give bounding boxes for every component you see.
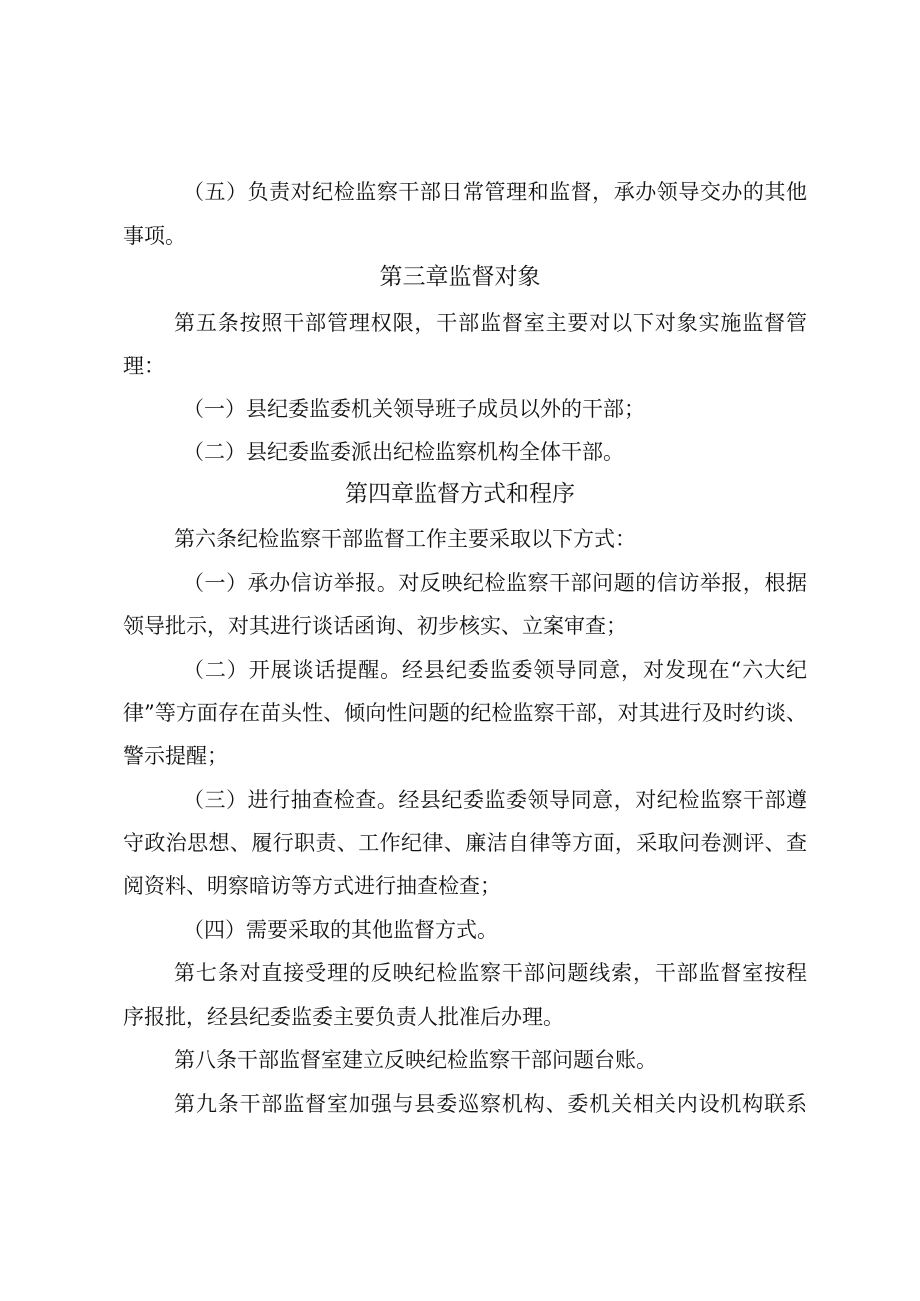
chapter-heading: 第四章监督方式和程序 — [345, 481, 575, 507]
paragraph-line: 第八条干部监督室建立反映纪检监察干部问题台账。 — [174, 1048, 657, 1072]
paragraph-line: 阅资料、明察暗访等方式进行抽查检查； — [123, 874, 501, 898]
paragraph-line: 事项。 — [123, 224, 186, 248]
paragraph-line: 守政治思想、履行职责、工作纪律、廉洁自律等方面，采取问卷测评、查 — [123, 831, 807, 855]
paragraph-line: （二）县纪委监委派出纪检监察机构全体干部。 — [183, 440, 624, 464]
paragraph-line: （五）负责对纪检监察干部日常管理和监督，承办领导交办的其他 — [183, 180, 807, 204]
paragraph-line: 第七条对直接受理的反映纪检监察干部问题线索，干部监督室按程 — [174, 961, 807, 985]
paragraph-line: （三）进行抽查检查。经县纪委监委领导同意，对纪检监察干部遵 — [183, 788, 807, 812]
paragraph-line: 警示提醒； — [123, 744, 228, 768]
paragraph-line: （一）承办信访举报。对反映纪检监察干部问题的信访举报，根据 — [183, 571, 807, 595]
paragraph-line: （二）开展谈话提醒。经县纪委监委领导同意，对发现在“六大纪 — [183, 658, 807, 682]
paragraph-line: 第六条纪检监察干部监督工作主要采取以下方式： — [174, 527, 636, 551]
paragraph-line: 律”等方面存在苗头性、倾向性问题的纪检监察干部，对其进行及时约谈、 — [123, 701, 807, 725]
paragraph-line: 领导批示，对其进行谈话函询、初步核实、立案审查； — [123, 614, 627, 638]
paragraph-line: （一）县纪委监委机关领导班子成员以外的干部； — [183, 397, 645, 421]
paragraph-line: 第五条按照干部管理权限，干部监督室主要对以下对象实施监督管 — [174, 311, 807, 335]
chapter-heading: 第三章监督对象 — [379, 264, 541, 290]
paragraph-line: （四）需要采取的其他监督方式。 — [183, 918, 498, 942]
paragraph-line: 序报批，经县纪委监委主要负责人批准后办理。 — [123, 1005, 564, 1029]
paragraph-line: 第九条干部监督室加强与县委巡察机构、委机关相关内设机构联系 — [174, 1092, 807, 1116]
paragraph-line: 理： — [123, 354, 165, 378]
